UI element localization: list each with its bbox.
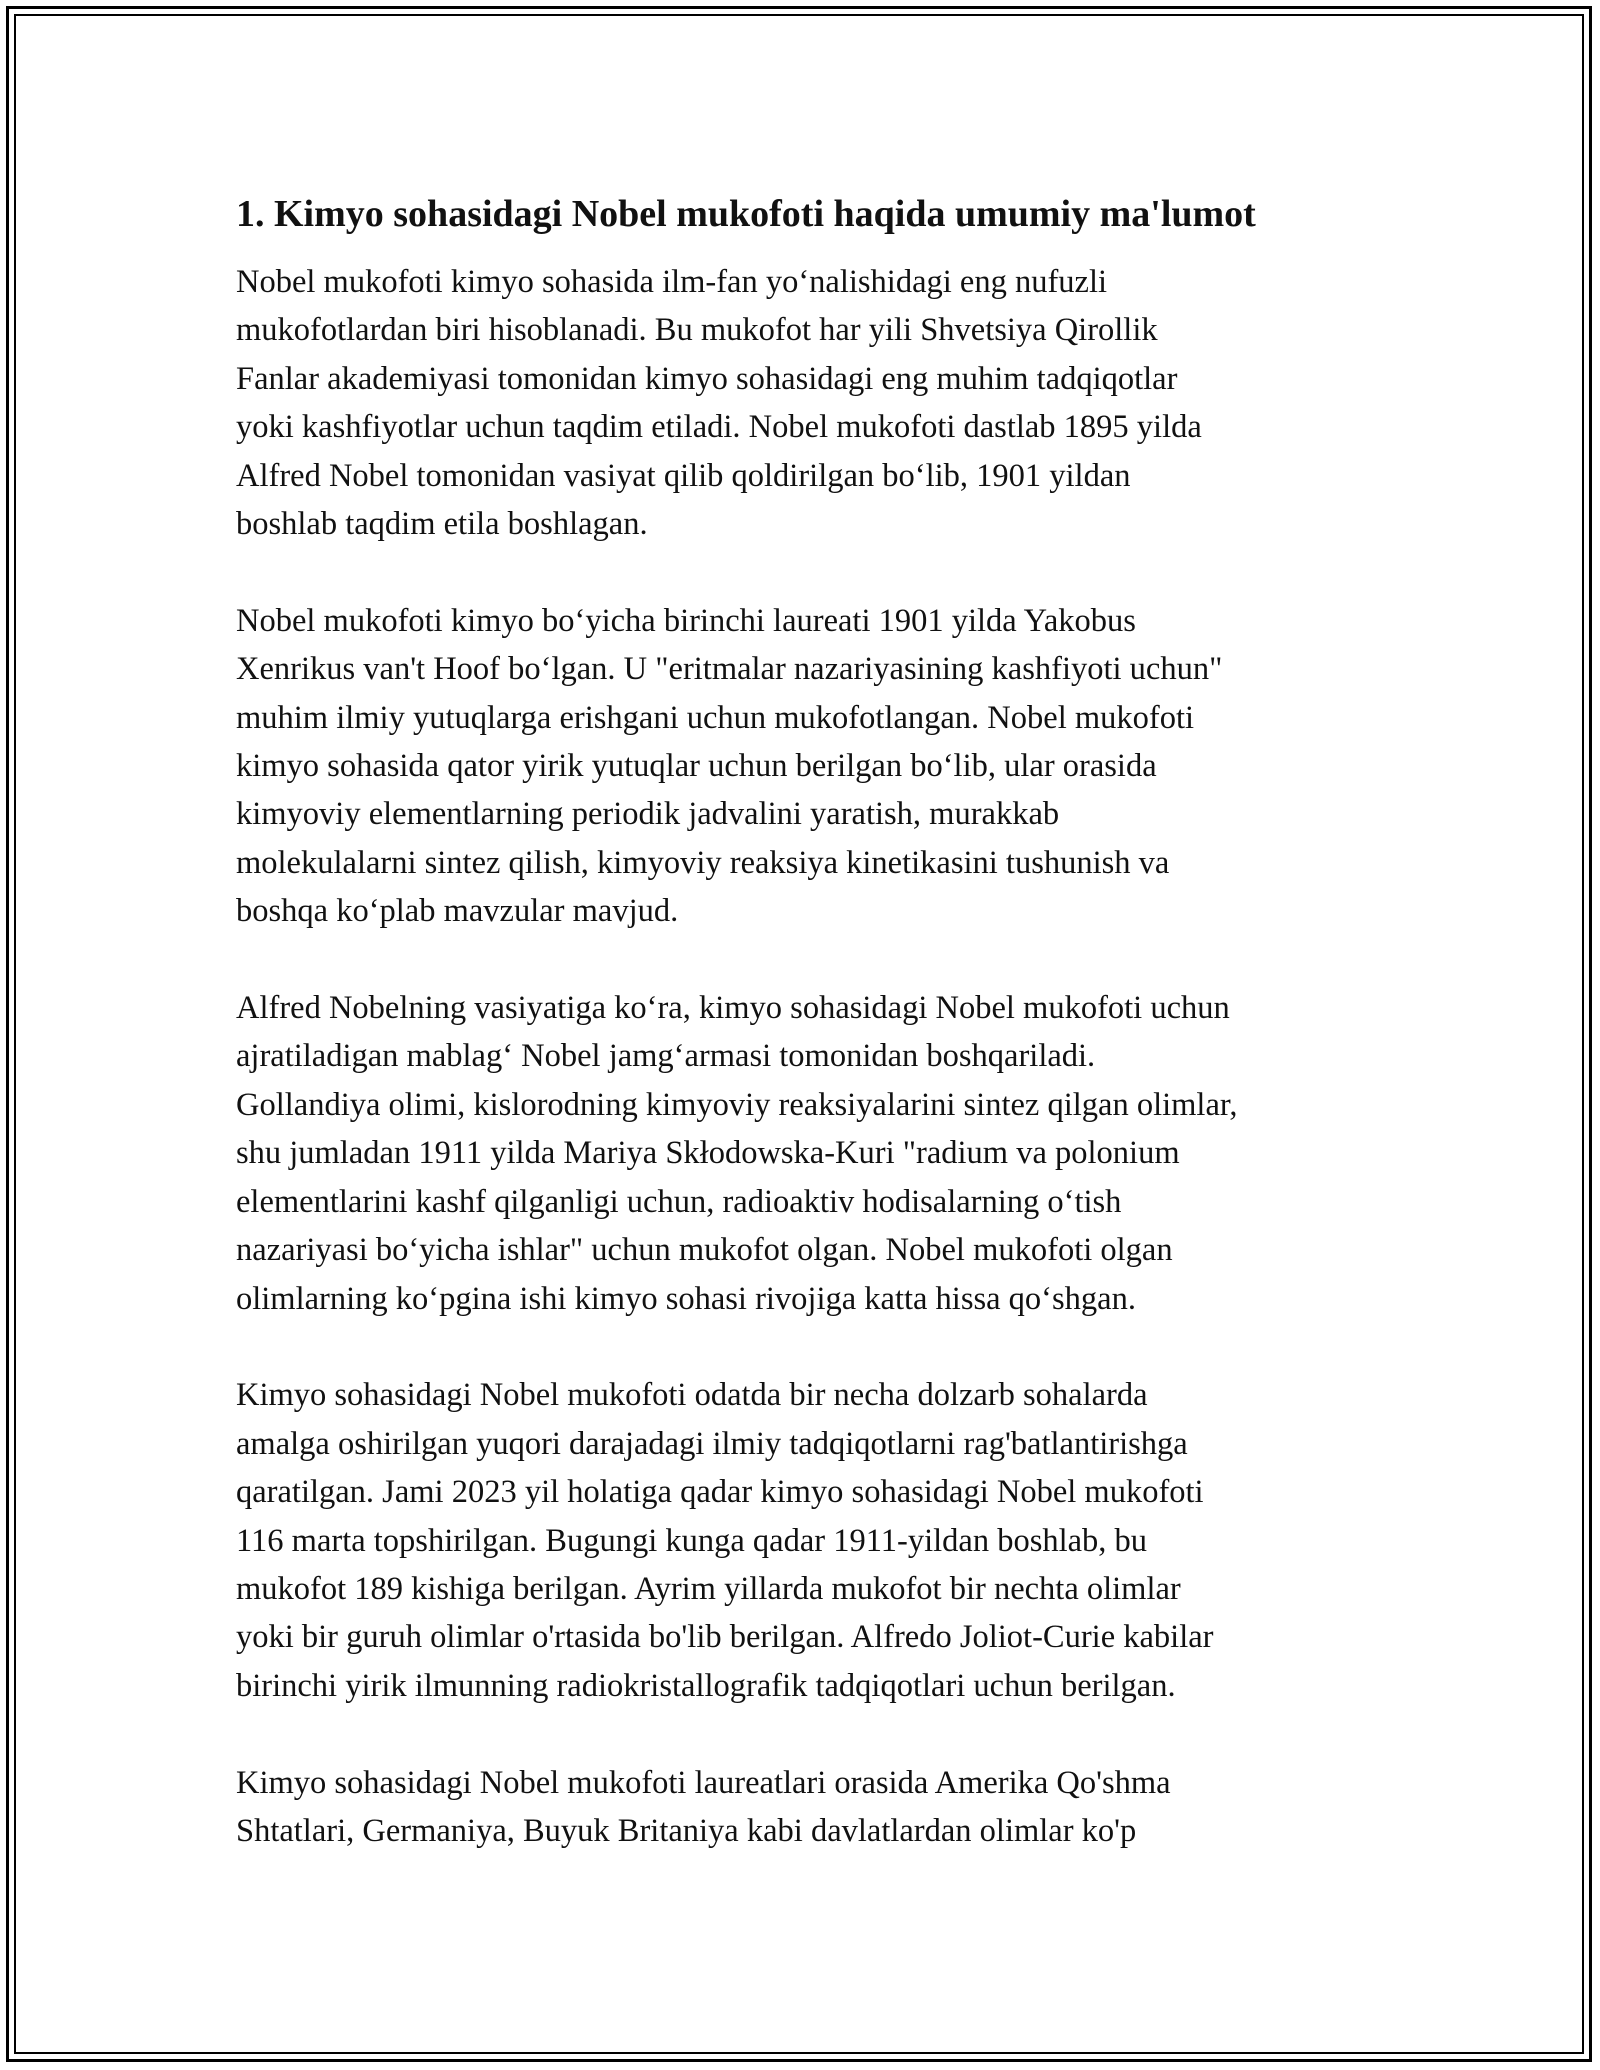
line: birinchi yirik ilmunning radiokristallografik tadqiqotlari uchun berilgan. xyxy=(236,1667,1176,1704)
line: qaratilgan. Jami 2023 yil holatiga qadar kimyo sohasidagi Nobel mukofoti xyxy=(236,1474,1204,1511)
paragraph-2 xyxy=(236,597,1396,936)
line: Nobel mukofoti kimyo boʻyicha birinchi laureati 1901 yilda Yakobus xyxy=(236,602,1136,639)
paragraph-5 xyxy=(236,1759,1396,1856)
line: Alfred Nobel tomonidan vasiyat qilib qoldirilgan boʻlib, 1901 yildan xyxy=(236,457,1131,494)
line: mukofotlardan biri hisoblanadi. Bu mukofot har yili Shvetsiya Qirollik xyxy=(236,312,1158,349)
line: elementlarini kashf qilganligi uchun, radioaktiv hodisalarning oʻtish xyxy=(236,1183,1122,1220)
line: kimyo sohasida qator yirik yutuqlar uchun berilgan boʻlib, ular orasida xyxy=(236,748,1157,785)
line: kimyoviy elementlarning periodik jadvalini yaratish, murakkab xyxy=(236,796,1060,833)
line: boshlab taqdim etila boshlagan. xyxy=(236,506,648,543)
line: Kimyo sohasidagi Nobel mukofoti odatda bir necha dolzarb sohalarda xyxy=(236,1377,1148,1414)
line: Alfred Nobelning vasiyatiga koʻra, kimyo sohasidagi Nobel mukofoti uchun xyxy=(236,990,1230,1027)
line: muhim ilmiy yutuqlarga erishgani uchun mukofotlangan. Nobel mukofoti xyxy=(236,699,1195,736)
document-body xyxy=(236,186,1396,1904)
line: Shtatlari, Germaniya, Buyuk Britaniya kabi davlatlardan olimlar ko'p xyxy=(236,1812,1137,1849)
line: Xenrikus van't Hoof boʻlgan. U "eritmalar nazariyasining kashfiyoti uchun" xyxy=(236,651,1223,688)
paragraph-1 xyxy=(236,258,1396,548)
line: yoki kashfiyotlar uchun taqdim etiladi. Nobel mukofoti dastlab 1895 yilda xyxy=(236,409,1202,446)
line: Fanlar akademiyasi tomonidan kimyo sohasidagi eng muhim tadqiqotlar xyxy=(236,360,1178,397)
line: amalga oshirilgan yuqori darajadagi ilmiy tadqiqotlarni rag'batlantirishga xyxy=(236,1425,1188,1462)
line: Kimyo sohasidagi Nobel mukofoti laureatlari orasida Amerika Qo'shma xyxy=(236,1764,1171,1801)
line: mukofot 189 kishiga berilgan. Ayrim yillarda mukofot bir nechta olimlar xyxy=(236,1570,1181,1607)
paragraph-4 xyxy=(236,1371,1396,1710)
line: olimlarning koʻpgina ishi kimyo sohasi rivojiga katta hissa qoʻshgan. xyxy=(236,1280,1136,1317)
line: boshqa koʻplab mavzular mavjud. xyxy=(236,893,679,930)
line: yoki bir guruh olimlar o'rtasida bo'lib berilgan. Alfredo Joliot-Curie kabilar xyxy=(236,1619,1214,1656)
line: molekulalarni sintez qilish, kimyoviy reaksiya kinetikasini tushunish va xyxy=(236,844,1170,881)
line: Gollandiya olimi, kislorodning kimyoviy reaksiyalarini sintez qilgan olimlar, xyxy=(236,1086,1238,1123)
line: 116 marta topshirilgan. Bugungi kunga qadar 1911-yildan boshlab, bu xyxy=(236,1522,1148,1559)
paragraph-3 xyxy=(236,984,1396,1323)
line: ajratiladigan mablagʻ Nobel jamgʻarmasi tomonidan boshqariladi. xyxy=(236,1038,1096,1075)
line: shu jumladan 1911 yilda Mariya Skłodowska-Kuri "radium va polonium xyxy=(236,1135,1180,1172)
line: Nobel mukofoti kimyo sohasida ilm-fan yoʻnalishidagi eng nufuzli xyxy=(236,264,1108,300)
line: nazariyasi boʻyicha ishlar" uchun mukofot olgan. Nobel mukofoti olgan xyxy=(236,1232,1173,1269)
section-heading: 1. Kimyo sohasidagi Nobel mukofoti haqida umumiy ma'lumot xyxy=(236,193,1256,235)
